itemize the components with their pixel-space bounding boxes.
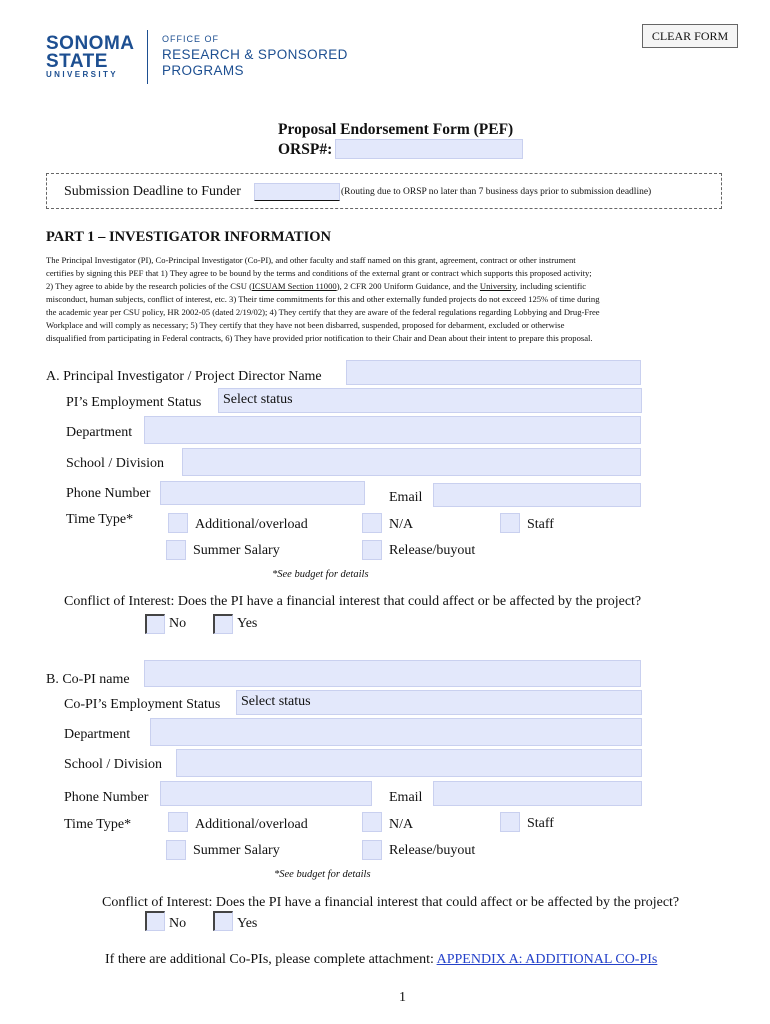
pi-additional-checkbox[interactable] (168, 513, 188, 533)
copi-school-label: School / Division (64, 757, 163, 772)
copi-additional-checkbox[interactable] (168, 812, 188, 832)
icsuam-link[interactable]: ICSUAM Section 11000 (252, 281, 337, 291)
pi-coi-question: Conflict of Interest: Does the PI have a financial interest that could affect or be affected by the project? (64, 594, 642, 609)
copi-department-input[interactable] (150, 718, 642, 746)
copi-summer-checkbox[interactable] (166, 840, 186, 860)
pi-email-label: Email (389, 490, 423, 505)
pi-summer-label: Summer Salary (193, 543, 280, 558)
deadline-input[interactable] (254, 183, 340, 201)
pi-phone-input[interactable] (160, 481, 365, 505)
pi-email-input[interactable] (433, 483, 641, 507)
copi-coi-no-checkbox[interactable] (145, 911, 165, 931)
pi-status-label: PI’s Employment Status (66, 395, 202, 410)
part1-paragraph (46, 254, 736, 345)
pi-name-input[interactable] (346, 360, 641, 385)
copi-staff-label: Staff (527, 816, 554, 831)
logo-office-name: RESEARCH & SPONSORED (162, 47, 348, 62)
page-number: 1 (399, 990, 406, 1005)
copi-department-label: Department (64, 727, 131, 742)
pi-release-checkbox[interactable] (362, 540, 382, 560)
copi-staff-checkbox[interactable] (500, 812, 520, 832)
pi-coi-no-checkbox[interactable] (145, 614, 165, 634)
logo-sonoma: SONOMA (46, 33, 135, 54)
orsp-number-input[interactable] (335, 139, 523, 159)
copi-time-type-label: Time Type* (64, 817, 132, 832)
pi-status-select[interactable]: Select status (218, 388, 642, 413)
part1-text: , including scientific (515, 281, 587, 291)
copi-coi-yes-label: Yes (237, 916, 258, 931)
pi-staff-checkbox[interactable] (500, 513, 520, 533)
pi-additional-label: Additional/overload (195, 517, 308, 532)
pi-school-input[interactable] (182, 448, 641, 476)
appendix-note (105, 952, 657, 968)
pi-name-label: A. Principal Investigator / Project Director Name (46, 369, 322, 384)
pi-coi-yes-label: Yes (237, 616, 258, 631)
pi-time-type-label: Time Type* (66, 512, 134, 527)
appendix-a-link[interactable]: APPENDIX A: ADDITIONAL CO-PIs (436, 952, 658, 967)
pi-phone-label: Phone Number (66, 486, 151, 501)
logo-divider (147, 30, 148, 84)
copi-budget-note: *See budget for details (274, 869, 371, 880)
clear-form-button[interactable]: CLEAR FORM (642, 24, 738, 48)
logo-university: UNIVERSITY (46, 70, 119, 79)
copi-release-label: Release/buyout (389, 843, 476, 858)
copi-status-label: Co-PI’s Employment Status (64, 697, 221, 712)
copi-name-label: B. Co-PI name (46, 672, 130, 687)
copi-phone-input[interactable] (160, 781, 372, 806)
part1-line: the academic year per CSU policy, HR 2002-05 (dated 2/19/02); 4) They certify that they are aware of the federal regulations regarding Lobbying and Drug-Free (46, 307, 600, 317)
pi-release-label: Release/buyout (389, 543, 476, 558)
part1-text: ), 2 CFR 200 Uniform Guidance, and the (336, 281, 480, 291)
copi-email-label: Email (389, 790, 423, 805)
orsp-label: ORSP#: (278, 141, 333, 158)
logo-office-programs: PROGRAMS (162, 63, 244, 78)
pi-na-label: N/A (389, 517, 414, 532)
part1-line: Workplace and will comply as necessary; 5) They certify that they have not been disbarred, suspended, proposed for debarment, excluded or otherwise (46, 320, 565, 330)
deadline-label: Submission Deadline to Funder (64, 184, 241, 199)
pi-department-label: Department (66, 425, 133, 440)
copi-coi-yes-checkbox[interactable] (213, 911, 233, 931)
part1-heading: PART 1 – INVESTIGATOR INFORMATION (46, 229, 331, 245)
copi-school-input[interactable] (176, 749, 642, 777)
copi-email-input[interactable] (433, 781, 642, 806)
deadline-note: (Routing due to ORSP no later than 7 business days prior to submission deadline) (341, 187, 652, 197)
logo-state: STATE (46, 51, 108, 72)
pi-coi-no-label: No (169, 616, 187, 631)
form-title: Proposal Endorsement Form (PEF) (278, 121, 514, 138)
part1-line: disqualified from participating in Federal contracts, 6) They have provided prior notification to their Chair and Dean about their intent to prepare this proposal. (46, 333, 593, 343)
pi-budget-note: *See budget for details (272, 569, 369, 580)
appendix-text: If there are additional Co-PIs, please complete attachment: (105, 952, 437, 967)
pi-na-checkbox[interactable] (362, 513, 382, 533)
copi-name-input[interactable] (144, 660, 641, 687)
copi-na-checkbox[interactable] (362, 812, 382, 832)
pi-staff-label: Staff (527, 517, 554, 532)
part1-line: certifies by signing this PEF that 1) They agree to be bound by the terms and conditions of the external grant or contract which supports this proposed activity; (46, 268, 592, 278)
part1-text: 2) They agree to abide by the research policies of the CSU ( (46, 281, 253, 291)
copi-summer-label: Summer Salary (193, 843, 280, 858)
logo-office-of: OFFICE OF (162, 34, 219, 44)
copi-coi-question: Conflict of Interest: Does the PI have a financial interest that could affect or be affected by the project? (102, 895, 680, 910)
university-link[interactable]: University (479, 281, 516, 291)
copi-release-checkbox[interactable] (362, 840, 382, 860)
copi-coi-no-label: No (169, 916, 187, 931)
part1-line: The Principal Investigator (PI), Co-Principal Investigator (Co-PI), and other faculty and staff named on this grant, agreement, contract or other instrument (46, 255, 576, 265)
copi-additional-label: Additional/overload (195, 817, 308, 832)
pi-summer-checkbox[interactable] (166, 540, 186, 560)
pi-coi-yes-checkbox[interactable] (213, 614, 233, 634)
copi-na-label: N/A (389, 817, 414, 832)
pi-school-label: School / Division (66, 456, 165, 471)
copi-phone-label: Phone Number (64, 790, 149, 805)
pi-department-input[interactable] (144, 416, 641, 444)
part1-line: misconduct, human subjects, conflict of interest, etc. 3) Their time commitments for this and other externally funded projects do not exceed 125% of time during (46, 294, 600, 304)
copi-status-select[interactable]: Select status (236, 690, 642, 715)
part1-line (46, 280, 736, 293)
